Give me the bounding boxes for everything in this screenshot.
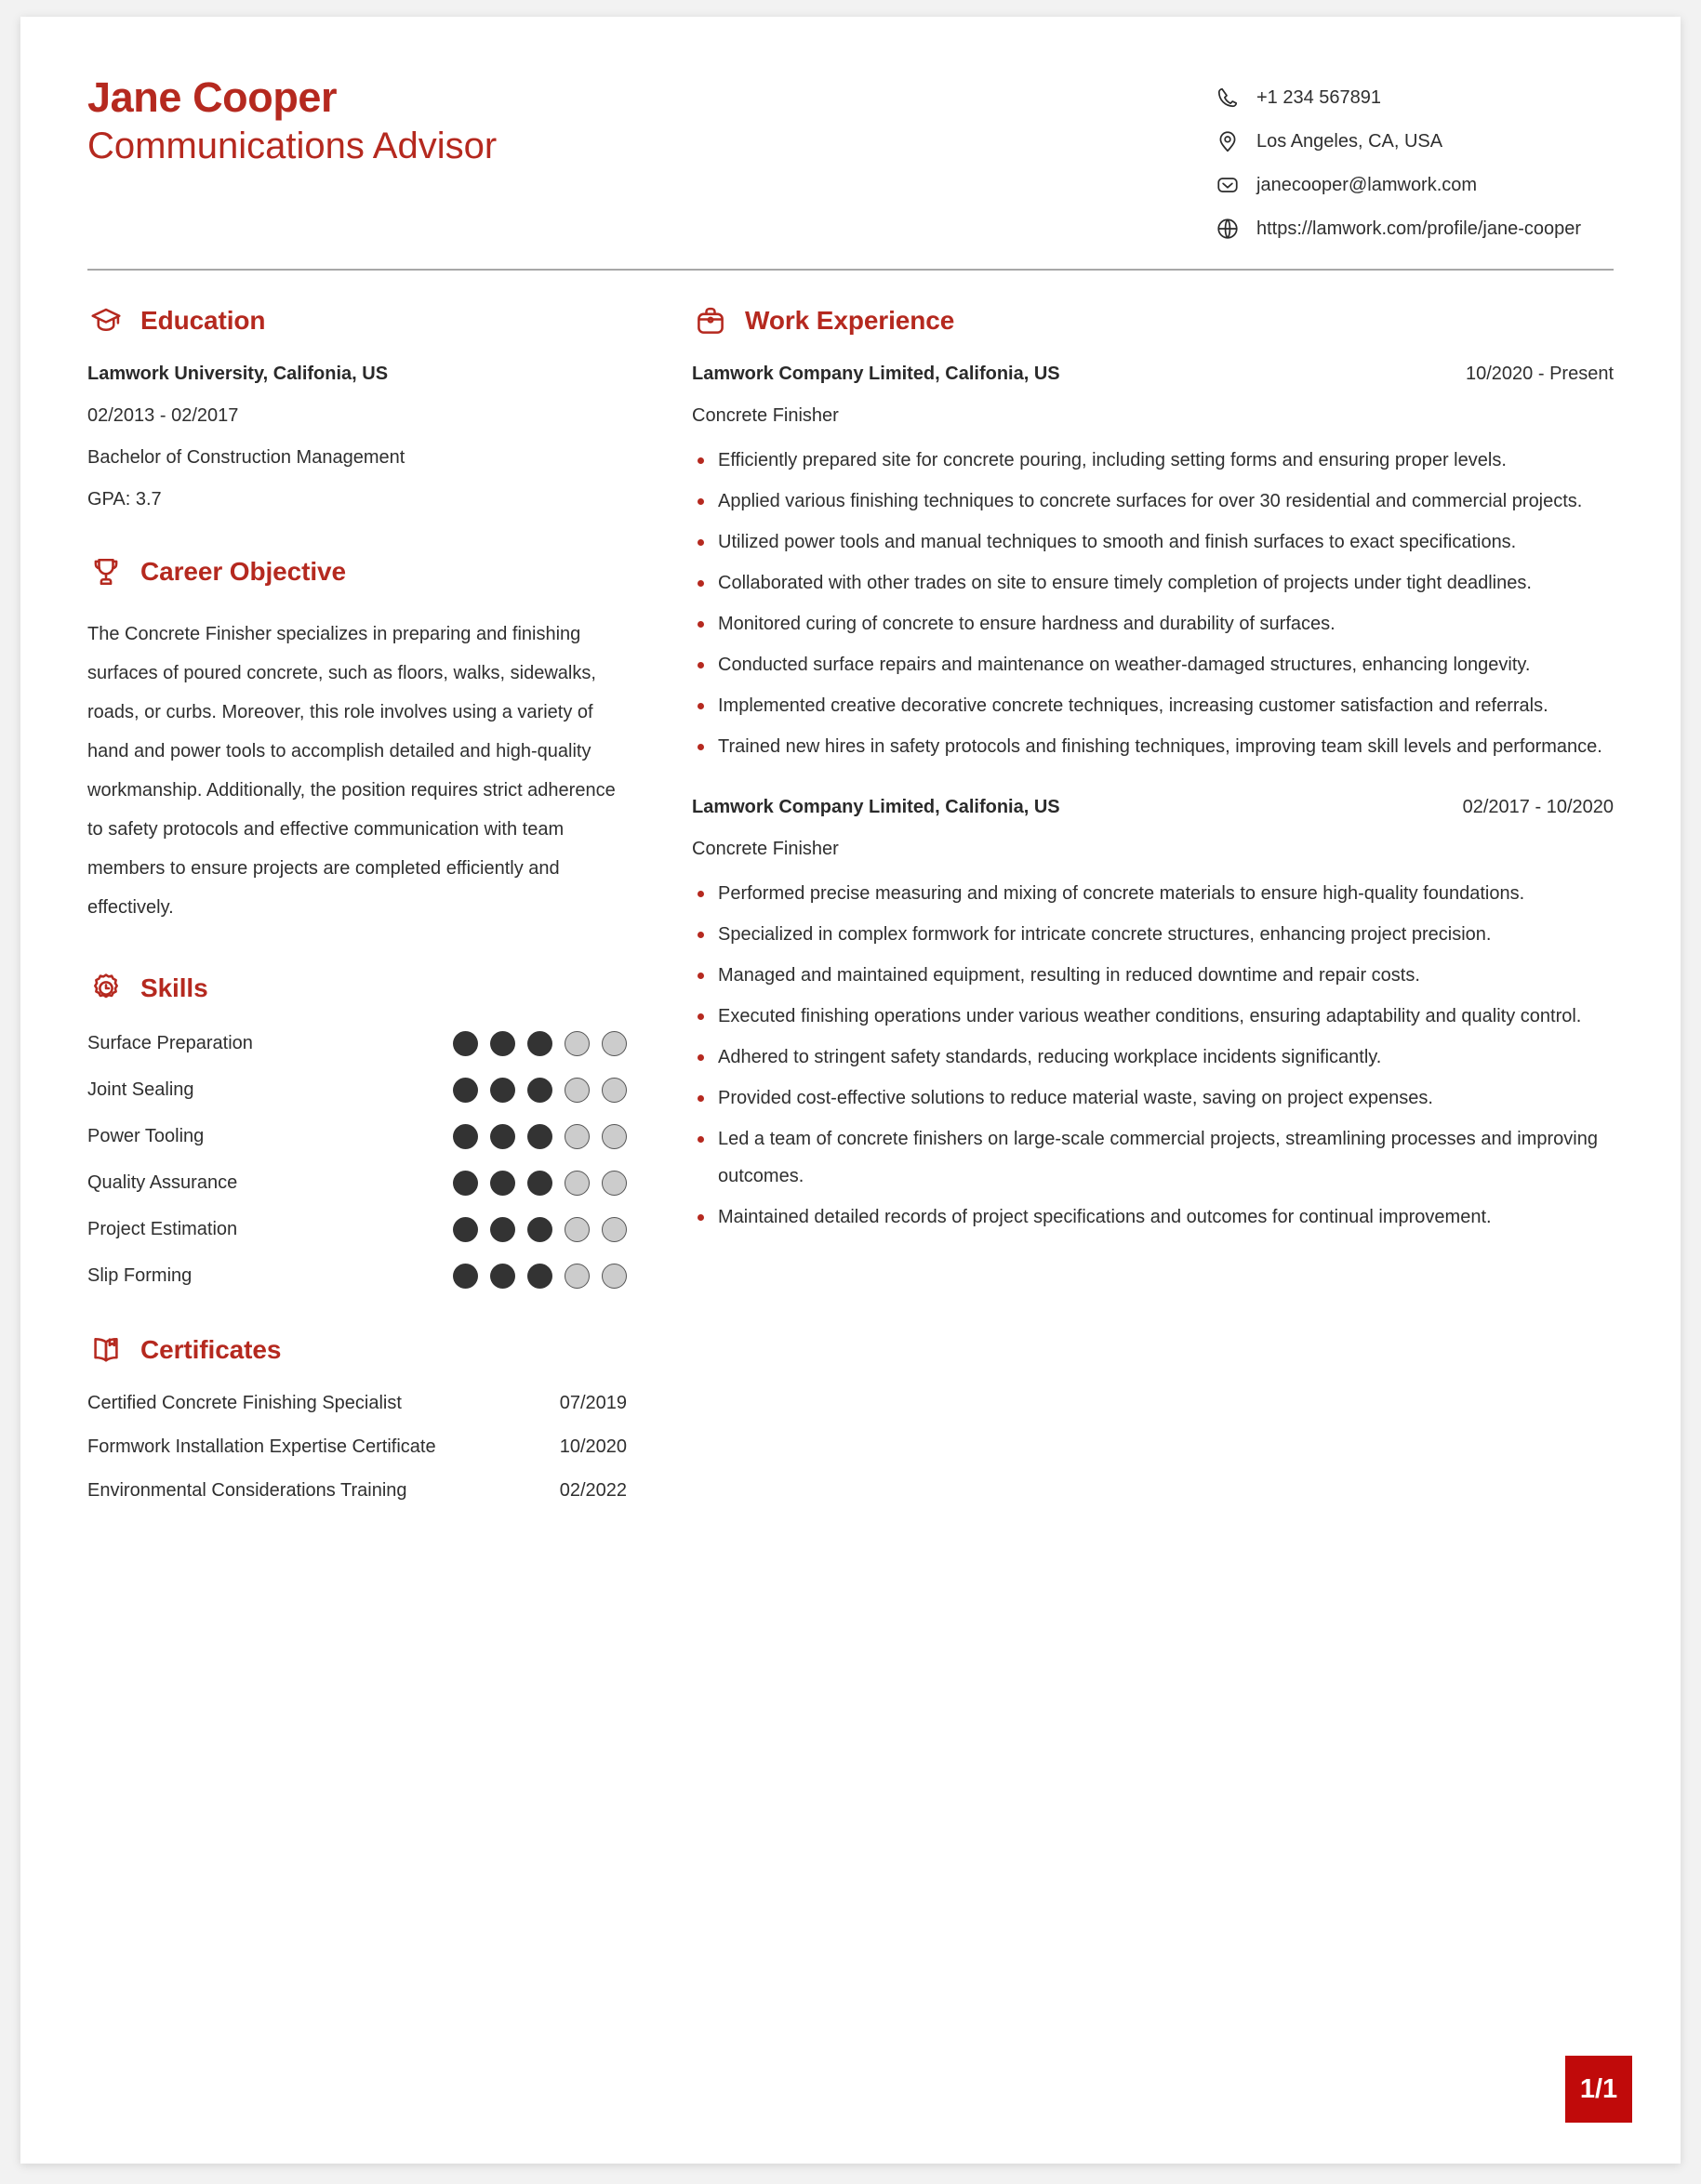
skill-label: Surface Preparation (87, 1033, 253, 1053)
job-bullet: Collaborated with other trades on site to ensure timely completion of projects under tight deadlines. (692, 564, 1614, 602)
contact-email-text: janecooper@lamwork.com (1256, 174, 1478, 195)
objective-title: Career Objective (140, 557, 346, 586)
rating-dot-filled (490, 1171, 515, 1196)
rating-dot-empty (602, 1031, 627, 1056)
contact-location-text: Los Angeles, CA, USA (1256, 130, 1443, 152)
job-role: Concrete Finisher (692, 405, 839, 426)
certificate-name: Certified Concrete Finishing Specialist (87, 1393, 402, 1413)
resume-header (87, 67, 1614, 243)
job-bullet: Performed precise measuring and mixing of concrete materials to ensure high-quality foundations. (692, 875, 1614, 912)
job-bullet: Managed and maintained equipment, resulting in reduced downtime and repair costs. (692, 957, 1614, 994)
rating-dot-filled (527, 1217, 552, 1242)
job-company: Lamwork Company Limited, Califonia, US (692, 797, 1060, 817)
left-column (87, 302, 627, 1502)
certificate-item (87, 1393, 627, 1414)
skill-label: Project Estimation (87, 1219, 238, 1239)
rating-dot-filled (453, 1124, 478, 1149)
education-dates: 02/2013 - 02/2017 (87, 405, 239, 426)
open-book-icon (87, 1331, 125, 1369)
contact-item-phone[interactable] (1214, 84, 1614, 112)
job-bullet: Specialized in complex formwork for intricate concrete structures, enhancing project precision. (692, 916, 1614, 953)
job-entry (692, 797, 1614, 1236)
certificate-name: Environmental Considerations Training (87, 1480, 407, 1501)
job-bullets (692, 442, 1614, 765)
contact-item-website[interactable] (1214, 215, 1614, 243)
skills-heading (87, 970, 627, 1007)
skill-item (87, 1171, 627, 1196)
work-heading (692, 302, 1614, 339)
job-bullet: Trained new hires in safety protocols and finishing techniques, improving team skill levels and performance. (692, 728, 1614, 765)
trophy-icon (87, 553, 125, 590)
job-bullet: Monitored curing of concrete to ensure hardness and durability of surfaces. (692, 605, 1614, 642)
rating-dot-empty (565, 1078, 590, 1103)
rating-dot-empty (602, 1078, 627, 1103)
job-bullet: Implemented creative decorative concrete techniques, increasing customer satisfaction and referrals. (692, 687, 1614, 724)
rating-dot-empty (565, 1264, 590, 1289)
job-bullets (692, 875, 1614, 1236)
briefcase-icon (692, 302, 729, 339)
certificate-date: 10/2020 (559, 1436, 627, 1457)
skill-rating (453, 1031, 627, 1056)
section-skills (87, 970, 627, 1289)
phone-icon (1214, 84, 1242, 112)
rating-dot-empty (602, 1171, 627, 1196)
job-bullet: Executed finishing operations under various weather conditions, ensuring adaptability and quality control. (692, 998, 1614, 1035)
section-certificates (87, 1331, 627, 1502)
job-header (692, 364, 1614, 385)
rating-dot-filled (453, 1078, 478, 1103)
skill-label: Slip Forming (87, 1265, 193, 1286)
certificate-name: Formwork Installation Expertise Certificate (87, 1436, 436, 1457)
skill-rating (453, 1217, 627, 1242)
rating-dot-filled (527, 1264, 552, 1289)
section-education (87, 302, 627, 510)
job-header (692, 797, 1614, 818)
rating-dot-filled (527, 1031, 552, 1056)
skill-rating (453, 1264, 627, 1289)
rating-dot-empty (602, 1217, 627, 1242)
section-career-objective (87, 553, 627, 927)
education-heading (87, 302, 627, 339)
education-title: Education (140, 306, 266, 335)
rating-dot-filled (527, 1078, 552, 1103)
job-role: Concrete Finisher (692, 839, 839, 859)
skill-item (87, 1124, 627, 1149)
right-column (692, 302, 1614, 1239)
job-bullet: Utilized power tools and manual techniques to smooth and finish surfaces to exact specifications. (692, 523, 1614, 561)
rating-dot-filled (490, 1124, 515, 1149)
contact-item-email[interactable] (1214, 171, 1614, 199)
work-title: Work Experience (745, 306, 955, 335)
rating-dot-empty (565, 1124, 590, 1149)
rating-dot-filled (527, 1124, 552, 1149)
job-bullet: Provided cost-effective solutions to reduce material waste, saving on project expenses. (692, 1079, 1614, 1117)
job-bullet: Conducted surface repairs and maintenance on weather-damaged structures, enhancing longevity. (692, 646, 1614, 683)
rating-dot-empty (565, 1171, 590, 1196)
contact-website-text: https://lamwork.com/profile/jane-cooper (1256, 218, 1582, 239)
rating-dot-filled (490, 1264, 515, 1289)
rating-dot-filled (453, 1031, 478, 1056)
objective-heading (87, 553, 627, 590)
skill-label: Quality Assurance (87, 1172, 238, 1193)
skill-item (87, 1217, 627, 1242)
certificate-item (87, 1480, 627, 1502)
rating-dot-empty (565, 1031, 590, 1056)
job-bullet: Efficiently prepared site for concrete pouring, including setting forms and ensuring proper levels. (692, 442, 1614, 479)
certificate-item (87, 1436, 627, 1458)
job-company: Lamwork Company Limited, Califonia, US (692, 364, 1060, 384)
objective-text: The Concrete Finisher specializes in preparing and finishing surfaces of poured concrete, such as floors, walks, sidewalks, roads, or curbs. Moreover, this role involves using a variety of hand and power tools to accomplish detailed and high-quality workmanship. Additionally, the position requires strict adherence to safety protocols and effective communication with team members to ensure projects are completed efficiently and effectively. (87, 624, 616, 918)
job-bullet: Applied various finishing techniques to concrete surfaces for over 30 residential and commercial projects. (692, 483, 1614, 520)
job-bullet: Adhered to stringent safety standards, reducing workplace incidents significantly. (692, 1039, 1614, 1076)
rating-dot-filled (453, 1171, 478, 1196)
job-bullet: Led a team of concrete finishers on large-scale commercial projects, streamlining processes and improving outcomes. (692, 1120, 1614, 1195)
certificate-date: 07/2019 (559, 1393, 627, 1413)
rating-dot-filled (453, 1264, 478, 1289)
job-entry (692, 364, 1614, 765)
graduation-cap-icon (87, 302, 125, 339)
resume-body (87, 271, 1614, 1502)
section-work-experience (692, 302, 1614, 1236)
job-bullet: Maintained detailed records of project specifications and outcomes for continual improvement. (692, 1198, 1614, 1236)
page-indicator-badge: 1/1 (1565, 2056, 1632, 2123)
rating-dot-filled (527, 1171, 552, 1196)
certificates-heading (87, 1331, 627, 1369)
contact-item-location[interactable] (1214, 127, 1614, 155)
skill-rating (453, 1171, 627, 1196)
resume-page (20, 17, 1681, 2164)
education-degree: Bachelor of Construction Management (87, 447, 405, 468)
rating-dot-filled (490, 1078, 515, 1103)
skill-rating (453, 1078, 627, 1103)
gear-clock-icon (87, 970, 125, 1007)
skill-item (87, 1078, 627, 1103)
location-pin-icon (1214, 127, 1242, 155)
skill-label: Joint Sealing (87, 1079, 194, 1100)
candidate-job-title: Communications Advisor (87, 126, 498, 167)
rating-dot-filled (490, 1217, 515, 1242)
rating-dot-empty (602, 1264, 627, 1289)
contact-phone-text: +1 234 567891 (1256, 86, 1382, 108)
certificate-date: 02/2022 (559, 1480, 627, 1501)
candidate-name: Jane Cooper (87, 73, 338, 121)
contact-list (1214, 74, 1614, 243)
globe-icon (1214, 215, 1242, 243)
skills-title: Skills (140, 973, 208, 1002)
skill-label: Power Tooling (87, 1126, 205, 1146)
skill-rating (453, 1124, 627, 1149)
certificates-title: Certificates (140, 1335, 282, 1364)
rating-dot-empty (602, 1124, 627, 1149)
job-dates: 10/2020 - Present (1466, 364, 1614, 384)
skill-item (87, 1031, 627, 1056)
rating-dot-filled (453, 1217, 478, 1242)
education-gpa: GPA: 3.7 (87, 489, 162, 510)
rating-dot-empty (565, 1217, 590, 1242)
education-school: Lamwork University, Califonia, US (87, 364, 389, 384)
rating-dot-filled (490, 1031, 515, 1056)
job-dates: 02/2017 - 10/2020 (1462, 797, 1614, 817)
skill-item (87, 1264, 627, 1289)
identity-block (87, 74, 497, 168)
envelope-icon (1214, 171, 1242, 199)
